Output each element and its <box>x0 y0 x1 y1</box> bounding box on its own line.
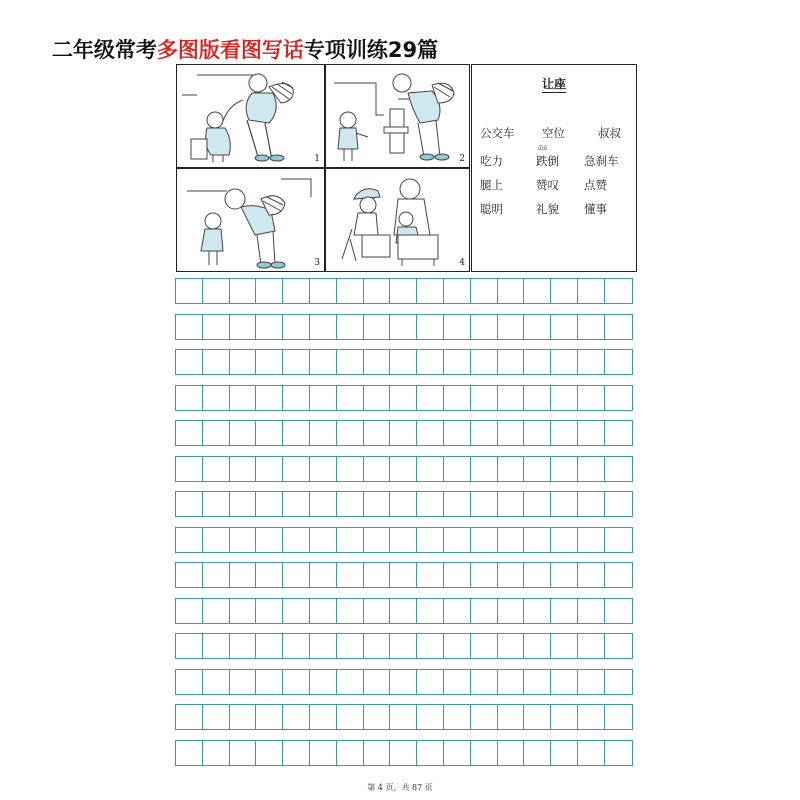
grid-cell[interactable] <box>337 492 364 516</box>
grid-cell[interactable] <box>337 599 364 623</box>
grid-cell[interactable] <box>471 457 498 481</box>
grid-cell[interactable] <box>256 528 283 552</box>
grid-cell[interactable] <box>578 457 605 481</box>
grid-cell[interactable] <box>524 492 551 516</box>
vocab-word: 吃力 <box>480 154 503 168</box>
illustration-1-icon <box>177 65 323 165</box>
grid-cell[interactable] <box>283 741 310 765</box>
grid-cell[interactable] <box>310 528 337 552</box>
grid-cell[interactable] <box>364 492 391 516</box>
grid-cell[interactable] <box>605 741 632 765</box>
vocab-word: 赞叹 <box>536 178 559 192</box>
grid-cell[interactable] <box>310 599 337 623</box>
vocab-word: 急刹车 <box>584 154 619 168</box>
grid-row <box>175 420 633 446</box>
grid-cell[interactable] <box>283 457 310 481</box>
grid-cell[interactable] <box>176 457 203 481</box>
grid-cell[interactable] <box>471 528 498 552</box>
grid-row <box>175 562 633 588</box>
grid-cell[interactable] <box>230 563 257 587</box>
grid-cell[interactable] <box>524 528 551 552</box>
grid-cell[interactable] <box>203 670 230 694</box>
illustration-2-icon <box>326 65 468 165</box>
grid-cell[interactable] <box>551 421 578 445</box>
grid-cell[interactable] <box>230 421 257 445</box>
grid-cell[interactable] <box>417 705 444 729</box>
grid-cell[interactable] <box>578 528 605 552</box>
grid-row <box>175 491 633 517</box>
grid-cell[interactable] <box>524 705 551 729</box>
grid-cell[interactable] <box>337 634 364 658</box>
grid-row <box>175 598 633 624</box>
grid-cell[interactable] <box>524 563 551 587</box>
grid-cell[interactable] <box>337 670 364 694</box>
grid-cell[interactable] <box>390 634 417 658</box>
grid-cell[interactable] <box>390 457 417 481</box>
grid-cell[interactable] <box>256 315 283 339</box>
grid-cell[interactable] <box>444 457 471 481</box>
grid-cell[interactable] <box>498 599 525 623</box>
grid-cell[interactable] <box>390 279 417 303</box>
grid-cell[interactable] <box>203 634 230 658</box>
grid-cell[interactable] <box>364 350 391 374</box>
grid-cell[interactable] <box>203 492 230 516</box>
grid-cell[interactable] <box>551 492 578 516</box>
grid-cell[interactable] <box>176 741 203 765</box>
grid-cell[interactable] <box>498 421 525 445</box>
grid-cell[interactable] <box>337 279 364 303</box>
grid-row <box>175 527 633 553</box>
vocab-word: 腿上 <box>480 178 503 192</box>
grid-cell[interactable] <box>256 386 283 410</box>
grid-cell[interactable] <box>176 350 203 374</box>
grid-cell[interactable] <box>310 350 337 374</box>
grid-cell[interactable] <box>337 315 364 339</box>
grid-cell[interactable] <box>444 350 471 374</box>
grid-cell[interactable] <box>364 634 391 658</box>
vocab-word: 礼貌 <box>536 202 559 216</box>
grid-cell[interactable] <box>283 705 310 729</box>
grid-cell[interactable] <box>444 705 471 729</box>
grid-cell[interactable] <box>256 350 283 374</box>
grid-cell[interactable] <box>444 421 471 445</box>
grid-cell[interactable] <box>551 457 578 481</box>
grid-cell[interactable] <box>551 563 578 587</box>
grid-cell[interactable] <box>364 421 391 445</box>
vocab-word: 跌倒 <box>536 154 559 168</box>
grid-cell[interactable] <box>256 705 283 729</box>
grid-cell[interactable] <box>578 599 605 623</box>
grid-cell[interactable] <box>283 599 310 623</box>
grid-cell[interactable] <box>310 386 337 410</box>
grid-cell[interactable] <box>524 634 551 658</box>
grid-cell[interactable] <box>203 386 230 410</box>
grid-cell[interactable] <box>256 279 283 303</box>
panel-number: 2 <box>459 154 465 164</box>
grid-cell[interactable] <box>498 528 525 552</box>
grid-cell[interactable] <box>283 315 310 339</box>
grid-cell[interactable] <box>605 705 632 729</box>
grid-cell[interactable] <box>390 741 417 765</box>
grid-cell[interactable] <box>364 528 391 552</box>
grid-cell[interactable] <box>203 315 230 339</box>
grid-cell[interactable] <box>390 350 417 374</box>
grid-cell[interactable] <box>230 670 257 694</box>
grid-cell[interactable] <box>551 705 578 729</box>
grid-cell[interactable] <box>605 492 632 516</box>
grid-cell[interactable] <box>578 421 605 445</box>
grid-cell[interactable] <box>578 279 605 303</box>
grid-cell[interactable] <box>605 279 632 303</box>
grid-row <box>175 385 633 411</box>
grid-cell[interactable] <box>364 670 391 694</box>
grid-cell[interactable] <box>551 386 578 410</box>
grid-cell[interactable] <box>524 350 551 374</box>
grid-cell[interactable] <box>524 599 551 623</box>
grid-cell[interactable] <box>390 670 417 694</box>
grid-cell[interactable] <box>256 492 283 516</box>
pinyin-annotation: diē <box>538 145 548 152</box>
grid-cell[interactable] <box>471 705 498 729</box>
grid-cell[interactable] <box>605 670 632 694</box>
grid-cell[interactable] <box>390 599 417 623</box>
grid-cell[interactable] <box>578 741 605 765</box>
grid-cell[interactable] <box>230 705 257 729</box>
grid-cell[interactable] <box>390 315 417 339</box>
grid-cell[interactable] <box>605 563 632 587</box>
panel-number: 3 <box>314 258 320 268</box>
grid-cell[interactable] <box>444 492 471 516</box>
grid-cell[interactable] <box>524 315 551 339</box>
grid-cell[interactable] <box>605 599 632 623</box>
grid-cell[interactable] <box>230 386 257 410</box>
grid-cell[interactable] <box>337 563 364 587</box>
vocab-word: 点赞 <box>584 178 607 192</box>
grid-cell[interactable] <box>524 279 551 303</box>
grid-cell[interactable] <box>256 634 283 658</box>
grid-cell[interactable] <box>203 741 230 765</box>
grid-cell[interactable] <box>337 457 364 481</box>
vocab-word: 空位 <box>542 126 565 140</box>
grid-cell[interactable] <box>498 670 525 694</box>
grid-cell[interactable] <box>444 670 471 694</box>
grid-cell[interactable] <box>256 741 283 765</box>
grid-cell[interactable] <box>203 279 230 303</box>
grid-cell[interactable] <box>444 599 471 623</box>
grid-cell[interactable] <box>551 528 578 552</box>
grid-cell[interactable] <box>230 457 257 481</box>
vocab-word: 公交车 <box>480 126 515 140</box>
grid-cell[interactable] <box>337 421 364 445</box>
grid-cell[interactable] <box>524 741 551 765</box>
grid-cell[interactable] <box>390 563 417 587</box>
page-footer: 第 4 页，共 87 页 <box>367 783 433 792</box>
grid-cell[interactable] <box>444 563 471 587</box>
grid-cell[interactable] <box>444 528 471 552</box>
grid-cell[interactable] <box>498 634 525 658</box>
grid-cell[interactable] <box>203 705 230 729</box>
grid-cell[interactable] <box>605 634 632 658</box>
title-part-2-red: 多图版看图写话 <box>156 38 304 62</box>
illustration-3-icon <box>177 169 323 269</box>
grid-cell[interactable] <box>310 492 337 516</box>
grid-cell[interactable] <box>364 599 391 623</box>
grid-cell[interactable] <box>524 386 551 410</box>
grid-cell[interactable] <box>176 705 203 729</box>
grid-cell[interactable] <box>230 528 257 552</box>
page-title <box>0 34 490 64</box>
vocab-word: 懂事 <box>584 202 607 216</box>
grid-cell[interactable] <box>444 741 471 765</box>
grid-cell[interactable] <box>364 563 391 587</box>
grid-cell[interactable] <box>444 279 471 303</box>
grid-cell[interactable] <box>498 705 525 729</box>
grid-cell[interactable] <box>498 350 525 374</box>
grid-cell[interactable] <box>256 457 283 481</box>
grid-cell[interactable] <box>203 563 230 587</box>
grid-cell[interactable] <box>310 315 337 339</box>
grid-cell[interactable] <box>390 705 417 729</box>
grid-cell[interactable] <box>605 386 632 410</box>
grid-cell[interactable] <box>283 528 310 552</box>
grid-cell[interactable] <box>283 350 310 374</box>
grid-cell[interactable] <box>444 315 471 339</box>
grid-cell[interactable] <box>417 492 444 516</box>
grid-cell[interactable] <box>364 279 391 303</box>
grid-cell[interactable] <box>471 563 498 587</box>
grid-cell[interactable] <box>283 279 310 303</box>
grid-cell[interactable] <box>310 705 337 729</box>
grid-cell[interactable] <box>230 315 257 339</box>
grid-cell[interactable] <box>578 350 605 374</box>
grid-cell[interactable] <box>605 315 632 339</box>
grid-cell[interactable] <box>498 457 525 481</box>
grid-cell[interactable] <box>203 350 230 374</box>
panel-number: 1 <box>314 154 320 164</box>
grid-cell[interactable] <box>524 670 551 694</box>
grid-cell[interactable] <box>390 492 417 516</box>
grid-cell[interactable] <box>578 386 605 410</box>
grid-cell[interactable] <box>471 599 498 623</box>
grid-cell[interactable] <box>176 315 203 339</box>
grid-cell[interactable] <box>230 279 257 303</box>
grid-cell[interactable] <box>390 421 417 445</box>
grid-cell[interactable] <box>203 421 230 445</box>
grid-cell[interactable] <box>230 599 257 623</box>
grid-cell[interactable] <box>176 492 203 516</box>
grid-row <box>175 314 633 340</box>
grid-cell[interactable] <box>498 279 525 303</box>
grid-cell[interactable] <box>310 634 337 658</box>
grid-cell[interactable] <box>364 315 391 339</box>
grid-cell[interactable] <box>498 492 525 516</box>
grid-cell[interactable] <box>176 634 203 658</box>
title-part-3: 专项训练29篇 <box>303 38 439 62</box>
grid-cell[interactable] <box>337 741 364 765</box>
grid-cell[interactable] <box>337 386 364 410</box>
grid-cell[interactable] <box>417 741 444 765</box>
grid-cell[interactable] <box>551 350 578 374</box>
grid-cell[interactable] <box>471 350 498 374</box>
picture-panel-1 <box>176 64 325 168</box>
grid-cell[interactable] <box>417 350 444 374</box>
grid-cell[interactable] <box>605 457 632 481</box>
grid-cell[interactable] <box>283 634 310 658</box>
grid-cell[interactable] <box>230 634 257 658</box>
panel-number: 4 <box>459 258 465 268</box>
grid-cell[interactable] <box>283 563 310 587</box>
grid-cell[interactable] <box>176 421 203 445</box>
grid-cell[interactable] <box>605 528 632 552</box>
grid-cell[interactable] <box>203 457 230 481</box>
grid-cell[interactable] <box>283 670 310 694</box>
grid-cell[interactable] <box>471 634 498 658</box>
grid-row <box>175 704 633 730</box>
vocabulary-box <box>471 64 637 272</box>
grid-cell[interactable] <box>551 741 578 765</box>
grid-cell[interactable] <box>471 279 498 303</box>
grid-cell[interactable] <box>417 634 444 658</box>
grid-cell[interactable] <box>256 421 283 445</box>
grid-cell[interactable] <box>578 705 605 729</box>
grid-cell[interactable] <box>578 634 605 658</box>
grid-cell[interactable] <box>444 386 471 410</box>
grid-cell[interactable] <box>498 386 525 410</box>
grid-cell[interactable] <box>578 315 605 339</box>
grid-cell[interactable] <box>471 670 498 694</box>
grid-cell[interactable] <box>551 670 578 694</box>
grid-cell[interactable] <box>364 386 391 410</box>
grid-cell[interactable] <box>230 741 257 765</box>
grid-cell[interactable] <box>551 634 578 658</box>
grid-cell[interactable] <box>203 528 230 552</box>
grid-cell[interactable] <box>417 599 444 623</box>
grid-row <box>175 456 633 482</box>
picture-panel-2 <box>325 64 470 168</box>
grid-cell[interactable] <box>310 563 337 587</box>
grid-cell[interactable] <box>498 741 525 765</box>
grid-cell[interactable] <box>283 421 310 445</box>
grid-cell[interactable] <box>176 670 203 694</box>
grid-cell[interactable] <box>176 599 203 623</box>
grid-cell[interactable] <box>337 528 364 552</box>
grid-cell[interactable] <box>524 457 551 481</box>
grid-cell[interactable] <box>417 386 444 410</box>
grid-cell[interactable] <box>551 279 578 303</box>
title-part-1: 二年级常考 <box>51 38 157 62</box>
illustration-4-icon <box>326 169 468 269</box>
grid-cell[interactable] <box>364 741 391 765</box>
grid-cell[interactable] <box>176 279 203 303</box>
grid-cell[interactable] <box>578 492 605 516</box>
grid-cell[interactable] <box>310 421 337 445</box>
grid-cell[interactable] <box>230 350 257 374</box>
grid-cell[interactable] <box>578 563 605 587</box>
grid-cell[interactable] <box>283 386 310 410</box>
grid-cell[interactable] <box>230 492 257 516</box>
grid-cell[interactable] <box>310 741 337 765</box>
grid-cell[interactable] <box>551 599 578 623</box>
grid-cell[interactable] <box>471 741 498 765</box>
vocabulary-heading: 让座 <box>541 77 566 91</box>
grid-row <box>175 278 633 304</box>
grid-cell[interactable] <box>471 386 498 410</box>
picture-panel-3 <box>176 168 325 272</box>
grid-cell[interactable] <box>310 279 337 303</box>
picture-panel-4 <box>325 168 470 272</box>
grid-cell[interactable] <box>417 670 444 694</box>
grid-cell[interactable] <box>417 421 444 445</box>
grid-cell[interactable] <box>337 705 364 729</box>
grid-cell[interactable] <box>417 279 444 303</box>
grid-cell[interactable] <box>417 528 444 552</box>
grid-row <box>175 349 633 375</box>
grid-cell[interactable] <box>337 350 364 374</box>
grid-cell[interactable] <box>471 421 498 445</box>
grid-cell[interactable] <box>417 457 444 481</box>
grid-cell[interactable] <box>176 386 203 410</box>
grid-cell[interactable] <box>498 563 525 587</box>
grid-cell[interactable] <box>364 705 391 729</box>
grid-cell[interactable] <box>605 350 632 374</box>
grid-cell[interactable] <box>310 670 337 694</box>
grid-cell[interactable] <box>256 563 283 587</box>
grid-cell[interactable] <box>283 492 310 516</box>
grid-cell[interactable] <box>578 670 605 694</box>
grid-cell[interactable] <box>471 492 498 516</box>
grid-cell[interactable] <box>203 599 230 623</box>
grid-cell[interactable] <box>390 528 417 552</box>
grid-cell[interactable] <box>256 599 283 623</box>
grid-cell[interactable] <box>444 634 471 658</box>
grid-cell[interactable] <box>364 457 391 481</box>
grid-cell[interactable] <box>176 563 203 587</box>
grid-row <box>175 669 633 695</box>
grid-row <box>175 740 633 766</box>
grid-cell[interactable] <box>310 457 337 481</box>
grid-cell[interactable] <box>524 421 551 445</box>
grid-cell[interactable] <box>605 421 632 445</box>
grid-cell[interactable] <box>498 315 525 339</box>
grid-cell[interactable] <box>417 563 444 587</box>
grid-cell[interactable] <box>176 528 203 552</box>
grid-cell[interactable] <box>256 670 283 694</box>
grid-cell[interactable] <box>390 386 417 410</box>
vocab-word: 聪明 <box>480 202 503 216</box>
grid-cell[interactable] <box>551 315 578 339</box>
grid-row <box>175 633 633 659</box>
vocab-word: 叔叔 <box>598 126 621 140</box>
grid-cell[interactable] <box>417 315 444 339</box>
grid-cell[interactable] <box>471 315 498 339</box>
